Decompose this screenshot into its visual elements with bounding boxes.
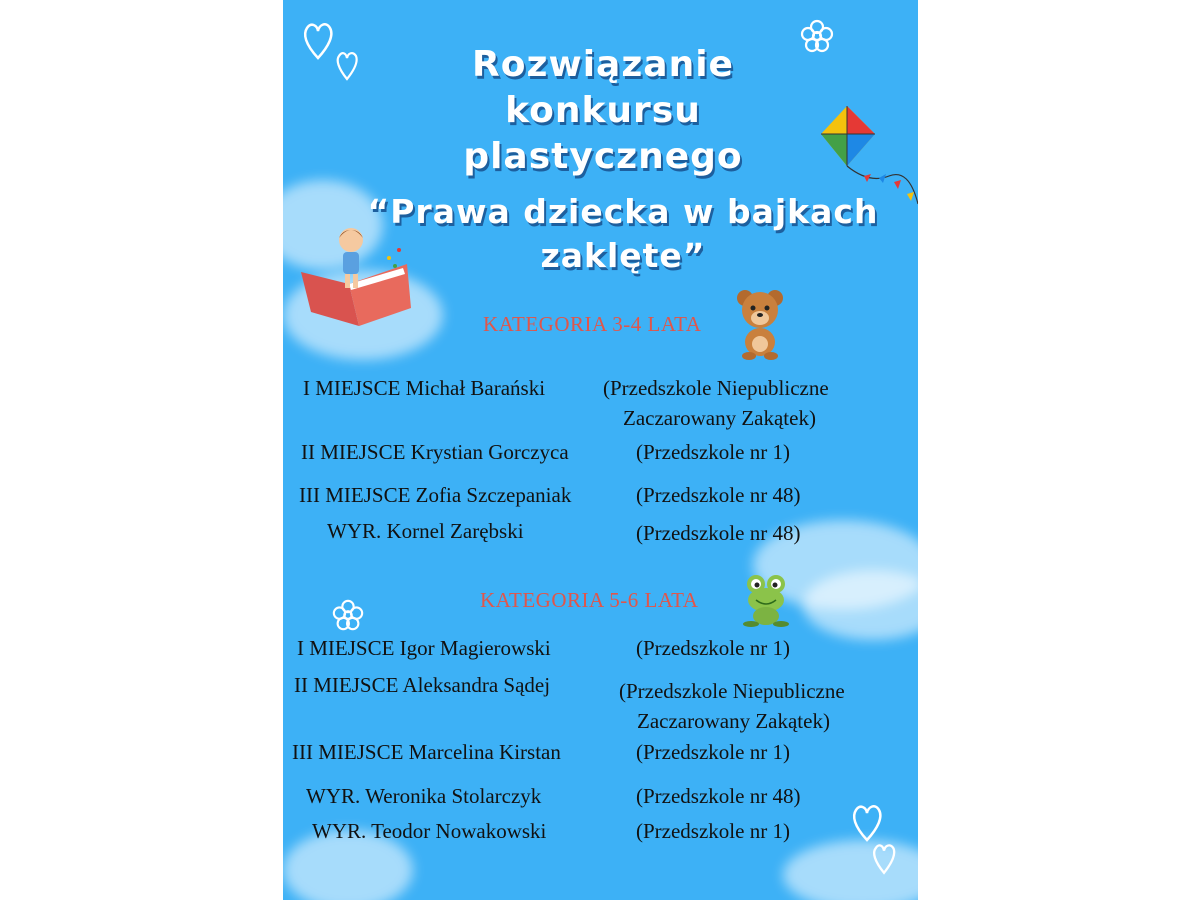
entry-school: (Przedszkole nr 1): [636, 740, 790, 764]
page-title: Rozwiązanie konkursu plastycznego: [463, 44, 743, 177]
heart-icon: [301, 18, 335, 62]
entry-school: (Przedszkole Niepubliczne: [619, 679, 845, 703]
cloud: [783, 840, 918, 900]
entry-school: (Przedszkole nr 1): [636, 440, 790, 464]
cloud: [803, 570, 918, 640]
entry-name: WYR. Kornel Zarębski: [327, 519, 524, 543]
entry-school: (Przedszkole nr 48): [636, 483, 801, 507]
entry-name: II MIEJSCE Aleksandra Sądej: [294, 673, 551, 697]
girl-on-book-icon: [299, 222, 419, 332]
entry-name: III MIEJSCE Marcelina Kirstan: [292, 740, 561, 764]
entry-name: WYR. Teodor Nowakowski: [312, 819, 547, 843]
entry-name: III MIEJSCE Zofia Szczepaniak: [299, 483, 572, 507]
category-heading: KATEGORIA 3-4 LATA: [483, 312, 702, 336]
entry-school: Zaczarowany Zakątek): [637, 709, 830, 733]
flower-icon: [331, 598, 365, 632]
entry-name: I MIEJSCE Igor Magierowski: [297, 636, 551, 660]
entry-name: WYR. Weronika Stolarczyk: [306, 784, 542, 808]
heart-icon: [849, 800, 885, 844]
entry-school: (Przedszkole nr 48): [636, 784, 801, 808]
poster: [283, 0, 918, 900]
contest-subtitle: “Prawa dziecka w bajkach zaklęte”: [367, 192, 879, 275]
entry-school: Zaczarowany Zakątek): [623, 406, 816, 430]
entry-name: II MIEJSCE Krystian Gorczyca: [301, 440, 569, 464]
entry-school: (Przedszkole nr 1): [636, 636, 790, 660]
entry-school: (Przedszkole nr 1): [636, 819, 790, 843]
category-heading: KATEGORIA 5-6 LATA: [480, 588, 699, 612]
entry-school: (Przedszkole nr 48): [636, 521, 801, 545]
heart-icon: [871, 840, 897, 876]
entry-name: I MIEJSCE Michał Barański: [303, 376, 546, 400]
entry-school: (Przedszkole Niepubliczne: [603, 376, 829, 400]
heart-icon: [335, 48, 359, 82]
frog-icon: [743, 572, 789, 628]
teddy-bear-icon: [735, 288, 785, 360]
kite-icon: [819, 104, 918, 214]
